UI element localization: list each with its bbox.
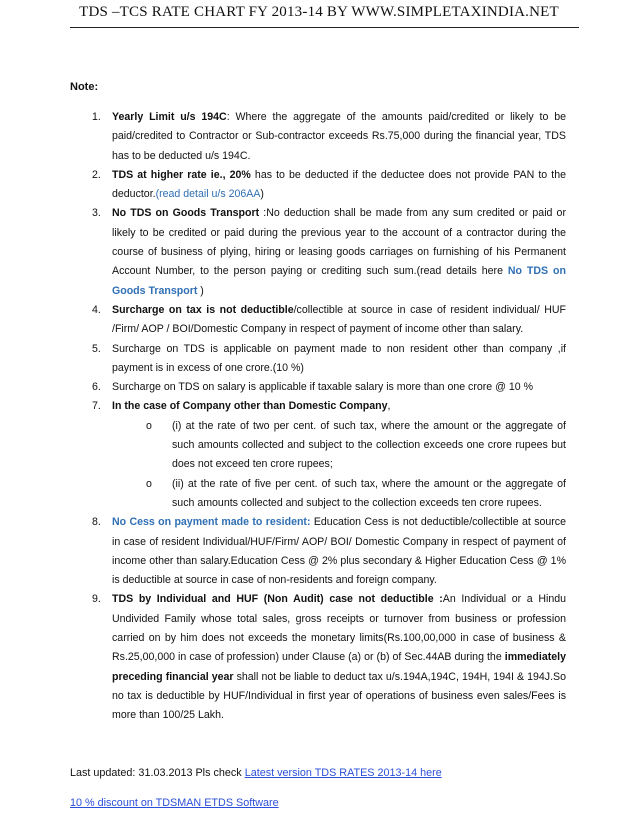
note-number: 8. (92, 516, 101, 529)
note-item-4 (92, 301, 566, 340)
goods-transport-link[interactable]: No TDS on Goods Transport (112, 265, 566, 297)
note-item-6 (92, 378, 566, 397)
note-number: 4. (92, 303, 101, 316)
note-number: 2. (92, 168, 101, 181)
note-bold-text: Surcharge on tax is not deductible (112, 303, 294, 316)
last-updated-text: Last updated: 31.03.2013 Pls check (70, 767, 245, 779)
note-number: 7. (92, 400, 101, 413)
footer-discount (70, 797, 279, 809)
note-text: An Individual or a Hindu Undivided Family whose total sales, gross receipts or turnover from business or profession carried on by him does not exceeds the monetary limits(Rs.100,00,000 in case of business & Rs.25,00,000 in case of profession) under Clause (a) or (b) of Sec.44AB during the (112, 593, 566, 664)
note-text: has to be deducted if the deductee does not provide PAN to the deductor. (112, 168, 566, 201)
note-item-9 (92, 590, 566, 725)
note-tail: ) (260, 188, 264, 201)
note-number: 5. (92, 342, 101, 355)
note-text: /collectible at source in case of resident individual/ HUF /Firm/ AOP / BOI/Domestic Company in respect of payment of income other than salary. (112, 303, 567, 336)
no-cess-link[interactable]: No Cess on payment made to resident: (112, 516, 311, 529)
sub-item-text: (ii) at the rate of five per cent. of such tax, where the amount or the aggregate of such amounts collected and subject to the collection exceeds ten crore rupees. (172, 477, 566, 509)
page-header-title: TDS –TCS RATE CHART FY 2013-14 BY WWW.SIMPLETAXINDIA.NET (79, 4, 559, 20)
note-number: 9. (92, 593, 101, 606)
note-text: Surcharge on TDS is applicable on payment made to non resident other than company ,if payment is in excess of one crore.(10 %) (112, 342, 566, 374)
note-text: Education Cess is not deductible/collectible at source in case of resident Individual/HUF/Firm/ AOP/ BOI/ Domestic Company in respect of payment of income other than salary.Education Cess @ 2% plus secondary & Higher Education Cess @ 1% is deductible at source in case of non-residents and foreign company. (112, 516, 566, 587)
note-text: Surcharge on TDS on salary is applicable if taxable salary is more than one crore @ 10 % (112, 381, 533, 394)
note-number: 1. (92, 111, 101, 123)
note-7-sub-list (112, 417, 566, 513)
bullet-icon: o (146, 419, 152, 432)
note-item-8 (92, 513, 566, 590)
note-text: , (387, 400, 391, 413)
note-item-5 (92, 340, 566, 379)
note-tail: ) (197, 284, 204, 297)
read-206aa-link[interactable]: (read detail u/s 206AA (155, 188, 261, 201)
note-item-3 (92, 204, 566, 300)
note-item-2 (92, 166, 566, 205)
notes-list (92, 108, 566, 726)
note-number: 6. (92, 381, 101, 394)
note-number: 3. (92, 207, 101, 220)
note-heading: Note: (70, 81, 99, 93)
bullet-icon: o (146, 477, 152, 490)
sub-list-item (112, 417, 566, 475)
note-bold-text: No TDS on Goods Transport (112, 207, 260, 220)
note-bold-text: TDS by Individual and HUF (Non Audit) case not deductible : (112, 593, 443, 606)
note-text: :No deduction shall be made from any sum credited or paid or likely to be credited or paid during the previous year to the account of a contractor during the course of business of plying, hiring or leasing goods carriages on furnishing of his Permanent Account Number, to the person paying or crediting such sum.(read details here (112, 207, 566, 278)
header-divider (70, 27, 579, 28)
note-bold-text: Yearly Limit u/s 194C (112, 111, 227, 123)
note-tail: shall not be liable to deduct tax u/s.194A,194C, 194H, 194I & 194J.So no tax is deductible by HUF/Individual in first year of operations of business even sales/Fees is more than 100/25 Lakh. (112, 670, 566, 722)
note-text: : Where the aggregate of the amounts paid/credited or likely to be paid/credited to Contractor or Sub-contractor exceeds Rs.75,000 during the financial year, TDS has to be deducted u/s 194C. (112, 111, 566, 162)
latest-version-link[interactable]: Latest version TDS RATES 2013-14 here (244, 767, 442, 779)
note-item-7 (92, 397, 566, 513)
sub-item-text: (i) at the rate of two per cent. of such tax, where the amount or the aggregate of such amounts collected and subject to the collection exceeds one crore rupees but does not exceed ten crore rupees; (172, 419, 566, 471)
discount-link[interactable]: 10 % discount on TDSMAN ETDS Software (70, 797, 279, 809)
sub-list-item (112, 475, 566, 514)
note-bold-text: TDS at higher rate ie., 20% (112, 168, 251, 181)
note-bold-text-2: immediately preceding financial year (112, 651, 566, 683)
footer-last-updated (70, 767, 442, 779)
note-bold-text: In the case of Company other than Domestic Company (112, 400, 388, 413)
note-item-1 (92, 108, 566, 166)
